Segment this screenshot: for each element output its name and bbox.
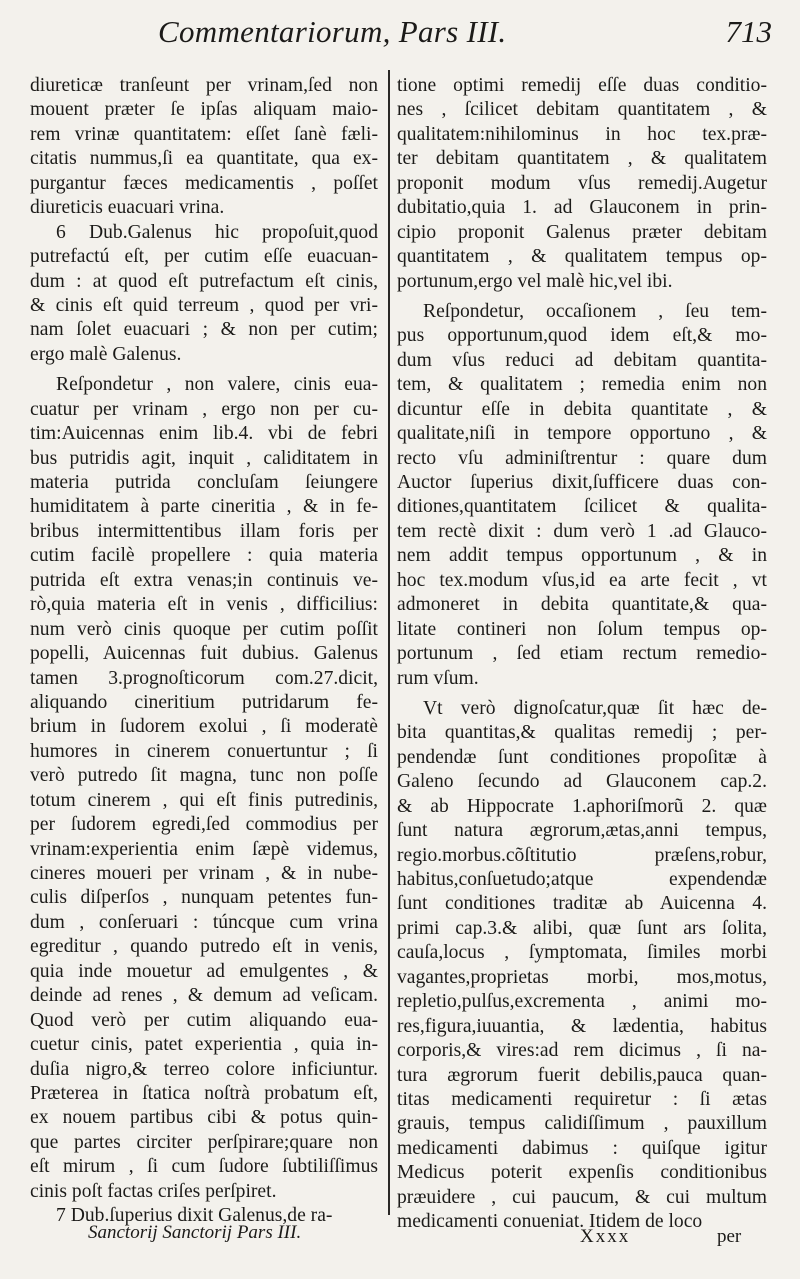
text-line: 6 Dub.Galenus hic propoſuit,quod [56,221,378,243]
text-line: Galeno ſecundo ad Glauconem cap.2. [397,771,767,793]
text-line: popelli, Auicennas fuit dubius. Galenus [30,643,378,665]
text-line: quantitatem , & qualitatem tempus op- [397,246,767,268]
text-line: humiditatem à parte cineritia , & in fe- [30,496,378,518]
text-line: 7 Dub.ſuperius dixit Galenus,de ra- [56,1205,333,1227]
text-line: per ſudorem egredi,ſed commodius per [30,814,378,836]
text-line: grauis, tempus calidiſſimum , pauxillum [397,1113,767,1135]
text-line: que partes circiter perſpirare;quare non [30,1131,378,1153]
text-line: cauſa,locus , ſymptomata, ſimiles morbi [397,942,767,964]
text-line: cutim facilè propellere : quia materia [30,545,378,567]
text-line: ex nouem partibus cibi & potus quin- [30,1107,378,1129]
text-line: vrinam:experientia enim ſæpè videmus, [30,838,378,860]
text-line: admoneret in debita quantitate,& qua- [397,594,767,616]
text-line: Reſpondetur , non valere, cinis eua- [56,374,378,396]
text-line: duſia nigro,& terreo colore inficiuntur. [30,1058,378,1080]
signature-mark: Xxxx [580,1226,631,1247]
text-line: mouent præter ſe ipſas aliquam maio- [30,99,378,121]
text-line: Auctor ſuperius dixit,ſufficere duas con- [397,472,767,493]
text-line: Quod verò per cutim aliquando eua- [30,1009,378,1031]
signature-line: Sanctorij Sanctorij Pars III. [88,1222,302,1243]
text-line: nam ſolet euacuari ; & non per cutim; [30,319,378,341]
text-line: pendendæ ſunt conditiones propoſitæ à [397,746,767,768]
text-line: cuetur cinis, patet experientia , quia in- [30,1034,378,1056]
text-line: ditiones,quantitatem ſcilicet & qualita- [397,496,767,518]
text-line: dicuntur eſſe in debita quantitate , & [397,398,767,420]
text-line: putrefactú eſt, per cutim eſſe euacuan- [30,246,378,268]
text-line: diureticæ tranſeunt per vrinam,ſed non [30,75,378,96]
text-line: totum cinerem , qui eſt finis putredinis, [30,789,378,811]
left-column [30,74,378,1229]
text-line: quia inde mouetur ad emulgentes , & [30,960,378,982]
text-line: tione optimi remedij eſſe duas conditio- [397,75,767,96]
text-line: culis diſperſos , nunquam petentes fun- [30,887,378,909]
page-number: 713 [725,14,772,49]
text-line: res,figura,iuuantia, & lædentia, habitus [397,1015,767,1037]
text-line: verò putredo ſit magna, tunc non poſſe [30,765,378,787]
text-line: aliquando cineritium putridarum fe- [30,691,378,713]
text-line: regio.morbus.cõſtitutio præſens,robur, [397,844,767,866]
text-line: tem, & qualitatem ; remedia enim non [397,374,767,396]
text-line: tura ægrorum fuerit debilis,pauca quan- [397,1064,767,1086]
running-title: Commentariorum, Pars III. [158,14,507,49]
text-line: ſunt conditiones traditæ ab Auicenna 4. [397,893,767,915]
text-line: medicamenti dabimus : quiſque igitur [397,1137,767,1159]
text-line: Medicus poterit expenſis conditionibus [397,1162,767,1184]
text-line: rum vſum. [397,667,479,689]
text-line: nes , ſcilicet debitam quantitatem , & [397,99,767,121]
text-line: dum , conſeruari : túncque cum vrina [30,911,378,933]
text-line: brium in ſudorem exolui , ſi moderatè [30,716,378,738]
text-line: bribus intermittentibus illam foris per [30,520,378,542]
text-line: ſunt natura ægrorum,ætas,anni tempus, [397,820,767,842]
catchword: per [717,1226,742,1247]
text-line: cineres moueri per vrinam , & in nube- [30,863,378,884]
text-line: tim:Auicennas enim lib.4. vbi de febri [30,423,378,445]
text-line: purgantur fæces medicamentis , poſſet [30,172,378,194]
text-line: portunum,ergo vel malè hic,vel ibi. [397,270,673,292]
text-line: cinis poſt factas criſes perſpiret. [30,1180,277,1202]
text-line: litate contineri non ſolum tempus op- [397,618,767,640]
text-line: diureticis euacuari vrina. [30,197,225,219]
text-line: eſt mirum , ſi cum ſudore ſubtiliſſimus [30,1156,378,1178]
text-line: portunum , ſed etiam rectum remedio- [397,643,767,665]
text-line: titas medicamenti requiretur : ſi ætas [397,1088,767,1110]
text-line: materia putrida concluſam ſeiungere [30,472,378,493]
text-line: cipio proponit Galenus præter debitam [397,221,767,243]
text-line: corporis,& vires:ad rem dicimus , ſi na- [397,1040,767,1062]
text-line: egreditur , quando putredo eſt in venis, [30,936,378,958]
text-line: ergo malè Galenus. [30,343,182,365]
text-line: cuatur per vrinam , ergo non per cu- [30,398,378,420]
text-line: bus putridis agit, inquit , caliditatem in [30,447,378,469]
text-line: Præterea in ſtatica noſtrà probatum eſt, [30,1082,378,1104]
text-line: & ab Hippocrate 1.aphoriſmorũ 2. quæ [397,795,767,817]
text-line: proponit modum vſus remedij.Augetur [397,172,767,194]
text-line: dum : at quod eſt putrefactum eſt cinis, [30,270,378,292]
text-line: tem rectè dixit : dum verò 1 .ad Glauco- [397,520,767,542]
text-line: primi cap.3.& alibi, quæ ſunt ars ſolita, [397,917,767,939]
text-line: nem addit tempus opportunum , & in [397,545,767,567]
right-column [397,74,767,1235]
text-line: dum vſus reduci ad debitam quantita- [397,349,767,371]
page-footer [0,1222,800,1256]
page-header [0,14,800,62]
text-line: bita quantitas,& qualitas remedij ; per- [397,722,767,744]
text-line: habitus,conſuetudo;atque expendendæ [397,869,767,890]
text-line: præuidere , cui paucum, & cui multum [397,1186,767,1208]
text-line: vagantes,proprietas morbi, mos,motus, [397,966,767,988]
text-line: recto vſu adminiſtrentur : quare dum [397,447,767,469]
text-line: qualitate,niſi in tempore opportuno , & [397,423,767,445]
text-line: hoc tex.modum vſus,id ea arte fecit , vt [397,569,767,591]
text-line: num verò cinis quoque per cutim poſſit [30,618,378,640]
text-line: repletio,pulſus,excrementa , animi mo- [397,991,767,1013]
text-line: citatis nummus,ſi ea quantitate, qua ex- [30,148,378,170]
text-line: qualitatem:nihilominus in hoc tex.præ- [397,123,767,145]
column-divider [388,70,390,1215]
text-line: tamen 3.prognoſticorum com.27.dicit, [30,667,378,689]
text-line: Vt verò dignoſcatur,quæ ſit hæc de- [423,697,767,719]
text-line: humores in cinerem conuertuntur ; ſi [30,740,378,762]
text-line: Reſpondetur, occaſionem , ſeu tem- [423,300,767,322]
text-line: rò,quia materia eſt in venis , difficilius: [30,594,378,616]
text-line: deinde ad renes , & demum ad veſicam. [30,985,378,1007]
text-line: ter debitam quantitatem , & qualitatem [397,148,767,170]
text-line: pus opportunum,quod idem eſt,& mo- [397,325,767,347]
text-line: & cinis eſt quid terreum , quod per vri- [30,294,378,316]
text-line: medicamenti conueniat. Itidem de loco [397,1211,703,1233]
text-line: rem vrinæ quantitatem: eſſet ſanè fæli- [30,123,378,145]
text-line: dubitatio,quia 1. ad Glauconem in prin- [397,197,767,219]
text-line: putrida eſt extra venas;in continuis ve- [30,569,378,591]
